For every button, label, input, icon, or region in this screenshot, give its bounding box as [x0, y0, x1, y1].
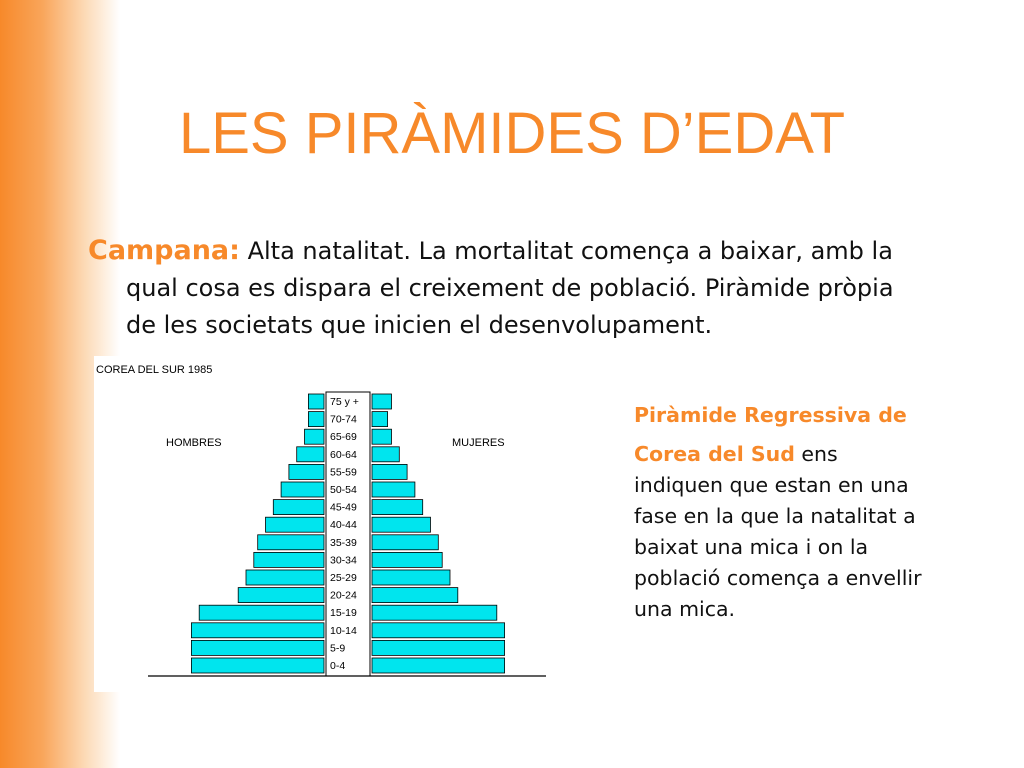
- age-label-65-69: 65-69: [330, 431, 357, 444]
- age-label-75 y +: 75 y +: [330, 396, 359, 408]
- bar-mujeres-10-14: [372, 623, 505, 638]
- bar-mujeres-75 y +: [372, 394, 392, 409]
- age-label-40-44: 40-44: [330, 519, 357, 532]
- caption-line-4: baixat una mica i on la: [634, 535, 869, 559]
- body-line-2: qual cosa es dispara el creixement de població. Piràmide pròpia: [126, 274, 894, 302]
- chart-title: COREA DEL SUR 1985: [96, 364, 213, 376]
- bar-mujeres-60-64: [372, 447, 399, 462]
- bar-mujeres-45-49: [372, 500, 423, 515]
- bar-hombres-0-4: [191, 658, 324, 673]
- bar-mujeres-55-59: [372, 464, 407, 479]
- bar-hombres-70-74: [308, 412, 324, 427]
- bar-hombres-30-34: [254, 552, 324, 567]
- bar-hombres-35-39: [258, 535, 324, 550]
- age-label-30-34: 30-34: [330, 554, 357, 567]
- bar-mujeres-65-69: [372, 429, 392, 444]
- population-pyramid-chart: [94, 356, 554, 692]
- bar-hombres-20-24: [238, 588, 324, 603]
- bar-hombres-45-49: [273, 500, 324, 515]
- caption-line-6: una mica.: [634, 597, 736, 621]
- caption: [634, 400, 974, 625]
- age-label-25-29: 25-29: [330, 572, 357, 584]
- population-pyramid-figure: [94, 356, 554, 692]
- age-label-15-19: 15-19: [330, 607, 357, 620]
- age-label-55-59: 55-59: [330, 466, 357, 479]
- bar-hombres-65-69: [305, 429, 325, 444]
- caption-highlight-1: Piràmide Regressiva de: [634, 403, 907, 427]
- age-label-0-4: 0-4: [330, 660, 346, 672]
- age-label-20-24: 20-24: [330, 589, 357, 602]
- page-title: LES PIRÀMIDES D’EDAT: [178, 101, 846, 166]
- bar-hombres-75 y +: [308, 394, 324, 409]
- age-label-10-14: 10-14: [330, 624, 357, 637]
- age-label-35-39: 35-39: [330, 536, 357, 549]
- bar-mujeres-70-74: [372, 412, 388, 427]
- bar-mujeres-50-54: [372, 482, 415, 497]
- age-label-5-9: 5-9: [330, 642, 346, 655]
- bar-hombres-5-9: [191, 640, 324, 655]
- bar-hombres-15-19: [199, 605, 324, 620]
- bar-hombres-50-54: [281, 482, 324, 497]
- age-label-60-64: 60-64: [330, 448, 357, 461]
- bar-mujeres-25-29: [372, 570, 450, 585]
- age-label-70-74: 70-74: [330, 413, 357, 426]
- body-paragraph: [88, 232, 958, 344]
- caption-line-2: indiquen que estan en una: [634, 473, 909, 497]
- bar-mujeres-30-34: [372, 552, 442, 567]
- caption-line-5: població comença a envellir: [634, 566, 922, 590]
- bar-mujeres-40-44: [372, 517, 431, 532]
- body-line-1: Alta natalitat. La mortalitat comença a baixar, amb la: [239, 237, 893, 265]
- body-line-3: de les societats que inicien el desenvolupament.: [126, 311, 713, 339]
- bar-mujeres-20-24: [372, 588, 458, 603]
- bar-hombres-40-44: [266, 517, 325, 532]
- right-group-label: MUJERES: [452, 437, 505, 449]
- bar-hombres-25-29: [246, 570, 324, 585]
- bar-hombres-55-59: [289, 464, 324, 479]
- bar-mujeres-5-9: [372, 640, 505, 655]
- left-group-label: HOMBRES: [166, 437, 222, 449]
- bar-hombres-60-64: [297, 447, 324, 462]
- age-label-45-49: 45-49: [330, 501, 357, 514]
- caption-line-1: ens: [794, 442, 838, 466]
- age-label-50-54: 50-54: [330, 484, 357, 496]
- body-lead: Campana:: [88, 235, 240, 266]
- bar-mujeres-15-19: [372, 605, 497, 620]
- caption-highlight-2: Corea del Sud: [634, 442, 795, 466]
- bar-mujeres-0-4: [372, 658, 505, 673]
- bar-hombres-10-14: [191, 623, 324, 638]
- caption-line-3: fase en la que la natalitat a: [634, 504, 916, 528]
- bar-mujeres-35-39: [372, 535, 438, 550]
